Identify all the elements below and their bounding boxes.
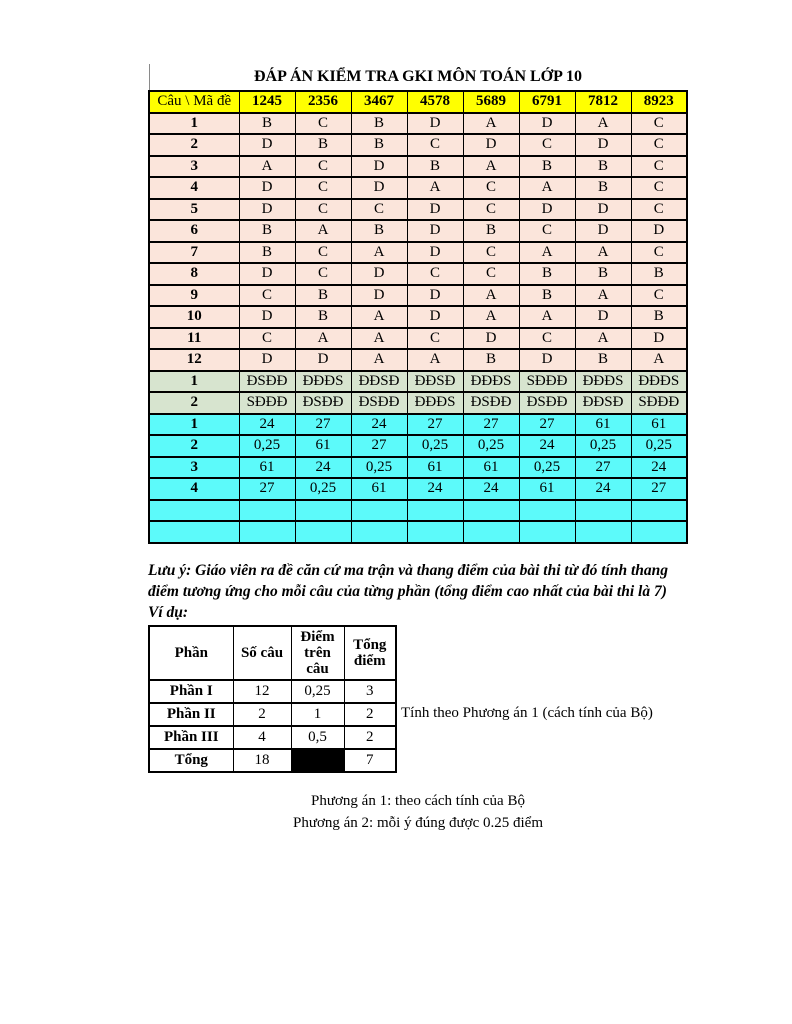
answer-cell: 61 xyxy=(407,457,463,479)
answer-cell: D xyxy=(463,328,519,350)
answer-cell: 24 xyxy=(519,435,575,457)
example-row xyxy=(149,749,396,772)
answer-cell: ĐĐSĐ xyxy=(575,392,631,414)
answer-cell: D xyxy=(631,220,687,242)
answer-cell: C xyxy=(295,199,351,221)
example-value-cell: Phần II xyxy=(149,703,233,726)
question-number-cell xyxy=(149,521,239,543)
footer-line-2: Phương án 2: mỗi ý đúng được 0.25 điểm xyxy=(292,815,544,831)
answer-cell xyxy=(351,500,407,522)
answer-cell: 27 xyxy=(631,478,687,500)
answer-cell: 24 xyxy=(239,414,295,436)
exam-code-cell: 3467 xyxy=(351,91,407,113)
answer-cell: A xyxy=(575,242,631,264)
multiple-choice-row xyxy=(149,199,687,221)
empty-row xyxy=(149,521,687,543)
answer-cell: D xyxy=(351,156,407,178)
example-value-cell: 18 xyxy=(233,749,291,772)
answer-cell: 61 xyxy=(295,435,351,457)
answer-cell: A xyxy=(407,177,463,199)
example-value-cell: Phần III xyxy=(149,726,233,749)
answer-cell xyxy=(519,521,575,543)
question-number-cell: 5 xyxy=(149,199,239,221)
corner-label-cell: Câu \ Mã đề xyxy=(149,91,239,113)
question-number-cell: 4 xyxy=(149,478,239,500)
answer-cell xyxy=(407,500,463,522)
question-number-cell xyxy=(149,500,239,522)
multiple-choice-row xyxy=(149,134,687,156)
answer-table-body xyxy=(149,91,687,543)
answer-cell: C xyxy=(631,156,687,178)
answer-cell: 61 xyxy=(519,478,575,500)
answer-cell: 0,25 xyxy=(295,478,351,500)
answer-cell: D xyxy=(575,220,631,242)
answer-cell: C xyxy=(463,242,519,264)
answer-cell: C xyxy=(407,328,463,350)
page-title: ĐÁP ÁN KIỂM TRA GKI MÔN TOÁN LỚP 10 xyxy=(149,64,686,90)
question-number-cell: 3 xyxy=(149,156,239,178)
answer-cell: 0,25 xyxy=(463,435,519,457)
answer-cell: ĐĐĐS xyxy=(295,371,351,393)
example-value-cell: 2 xyxy=(233,703,291,726)
answer-cell: ĐĐĐS xyxy=(463,371,519,393)
answer-cell: B xyxy=(631,306,687,328)
answer-cell: B xyxy=(519,263,575,285)
answer-cell: B xyxy=(463,349,519,371)
answer-cell: A xyxy=(351,306,407,328)
answer-cell: D xyxy=(239,263,295,285)
multiple-choice-row xyxy=(149,328,687,350)
answer-cell: A xyxy=(631,349,687,371)
answer-cell: ĐSĐĐ xyxy=(351,392,407,414)
answer-cell: ĐSĐĐ xyxy=(519,392,575,414)
answer-cell: B xyxy=(575,177,631,199)
answer-cell: C xyxy=(351,199,407,221)
answer-cell: D xyxy=(407,285,463,307)
question-number-cell: 1 xyxy=(149,371,239,393)
answer-cell: D xyxy=(575,306,631,328)
answer-cell: C xyxy=(631,199,687,221)
answer-cell: C xyxy=(631,134,687,156)
answer-cell: B xyxy=(463,220,519,242)
answer-cell: C xyxy=(239,328,295,350)
answer-cell: C xyxy=(295,263,351,285)
short-answer-row xyxy=(149,478,687,500)
answer-cell: SĐĐĐ xyxy=(519,371,575,393)
answer-cell: B xyxy=(351,134,407,156)
answer-cell: D xyxy=(239,199,295,221)
answer-cell xyxy=(575,521,631,543)
answer-cell: 61 xyxy=(239,457,295,479)
footer-line-1: Phương án 1: theo cách tính của Bộ xyxy=(311,793,525,809)
answer-cell: D xyxy=(631,328,687,350)
answer-cell: C xyxy=(631,113,687,135)
question-number-cell: 7 xyxy=(149,242,239,264)
short-answer-row xyxy=(149,435,687,457)
note-block xyxy=(148,560,693,623)
answer-cell: D xyxy=(519,349,575,371)
exam-code-cell: 6791 xyxy=(519,91,575,113)
answer-cell xyxy=(463,521,519,543)
answer-cell: 27 xyxy=(295,414,351,436)
example-header-cell: Số câu xyxy=(233,626,291,680)
empty-row xyxy=(149,500,687,522)
multiple-choice-row xyxy=(149,156,687,178)
example-row xyxy=(149,726,396,749)
answer-cell: D xyxy=(295,349,351,371)
answer-cell: D xyxy=(407,113,463,135)
answer-cell: 24 xyxy=(575,478,631,500)
exam-code-cell: 7812 xyxy=(575,91,631,113)
answer-cell: ĐĐĐS xyxy=(407,392,463,414)
answer-cell: C xyxy=(407,263,463,285)
answer-cell: B xyxy=(351,220,407,242)
answer-cell: B xyxy=(575,349,631,371)
answer-cell: D xyxy=(239,134,295,156)
answer-cell: A xyxy=(575,285,631,307)
answer-cell: C xyxy=(295,242,351,264)
answer-cell: 27 xyxy=(519,414,575,436)
multiple-choice-row xyxy=(149,349,687,371)
answer-cell: 24 xyxy=(463,478,519,500)
answer-cell: A xyxy=(575,113,631,135)
answer-cell: D xyxy=(407,199,463,221)
short-answer-row xyxy=(149,414,687,436)
answer-cell: C xyxy=(631,242,687,264)
answer-cell: D xyxy=(239,177,295,199)
example-value-cell: 12 xyxy=(233,680,291,703)
answer-cell: B xyxy=(239,242,295,264)
answer-cell: C xyxy=(463,199,519,221)
answer-cell: 61 xyxy=(575,414,631,436)
example-header-row xyxy=(149,626,396,680)
answer-cell: 0,25 xyxy=(519,457,575,479)
example-header-cell: Phần xyxy=(149,626,233,680)
answer-cell: C xyxy=(519,328,575,350)
answer-cell: 27 xyxy=(351,435,407,457)
answer-cell: C xyxy=(519,134,575,156)
answer-cell xyxy=(239,521,295,543)
answer-cell: SĐĐĐ xyxy=(239,392,295,414)
question-number-cell: 1 xyxy=(149,113,239,135)
question-number-cell: 4 xyxy=(149,177,239,199)
answer-cell xyxy=(239,500,295,522)
answer-cell: 0,25 xyxy=(407,435,463,457)
answer-cell: C xyxy=(463,177,519,199)
answer-cell: B xyxy=(575,263,631,285)
exam-code-header-row xyxy=(149,91,687,113)
answer-cell: A xyxy=(239,156,295,178)
answer-cell: A xyxy=(575,328,631,350)
answer-cell: A xyxy=(295,328,351,350)
example-value-cell: 0,5 xyxy=(291,726,344,749)
answer-table xyxy=(148,90,688,544)
exam-code-cell: 8923 xyxy=(631,91,687,113)
answer-cell: C xyxy=(295,156,351,178)
answer-cell: B xyxy=(631,263,687,285)
example-value-cell: 7 xyxy=(344,749,396,772)
answer-cell: A xyxy=(463,156,519,178)
answer-cell xyxy=(631,521,687,543)
answer-cell: 0,25 xyxy=(631,435,687,457)
example-value-cell: 2 xyxy=(344,703,396,726)
answer-cell xyxy=(407,521,463,543)
answer-cell: ĐĐSĐ xyxy=(351,371,407,393)
answer-cell: A xyxy=(407,349,463,371)
answer-cell: A xyxy=(351,328,407,350)
example-row xyxy=(149,703,396,726)
multiple-choice-row xyxy=(149,263,687,285)
blacked-out-cell xyxy=(291,749,344,772)
answer-cell: B xyxy=(519,156,575,178)
answer-cell: C xyxy=(295,113,351,135)
answer-cell: 27 xyxy=(463,414,519,436)
answer-cell: 0,25 xyxy=(239,435,295,457)
example-value-cell: 0,25 xyxy=(291,680,344,703)
answer-cell: D xyxy=(407,306,463,328)
answer-cell: A xyxy=(463,285,519,307)
example-value-cell: Tổng xyxy=(149,749,233,772)
answer-cell: A xyxy=(351,349,407,371)
answer-cell: D xyxy=(575,199,631,221)
exam-code-cell: 5689 xyxy=(463,91,519,113)
answer-cell xyxy=(631,500,687,522)
answer-cell: 24 xyxy=(351,414,407,436)
answer-cell: 27 xyxy=(575,457,631,479)
answer-cell: C xyxy=(631,177,687,199)
answer-cell: D xyxy=(351,285,407,307)
example-label: Ví dụ: xyxy=(148,604,189,621)
answer-cell xyxy=(519,500,575,522)
answer-cell: A xyxy=(519,177,575,199)
footer-block xyxy=(148,790,688,834)
short-answer-row xyxy=(149,457,687,479)
exam-code-cell: 4578 xyxy=(407,91,463,113)
answer-cell: D xyxy=(407,242,463,264)
answer-cell: C xyxy=(631,285,687,307)
answer-cell: D xyxy=(407,220,463,242)
exam-code-cell: 2356 xyxy=(295,91,351,113)
answer-cell: ĐSĐĐ xyxy=(295,392,351,414)
answer-cell: B xyxy=(407,156,463,178)
answer-cell xyxy=(575,500,631,522)
example-value-cell: Phần I xyxy=(149,680,233,703)
answer-cell: 61 xyxy=(351,478,407,500)
answer-cell: 61 xyxy=(631,414,687,436)
answer-cell: 27 xyxy=(407,414,463,436)
question-number-cell: 10 xyxy=(149,306,239,328)
answer-cell: B xyxy=(239,220,295,242)
answer-cell: ĐĐĐS xyxy=(631,371,687,393)
answer-cell: ĐĐSĐ xyxy=(407,371,463,393)
answer-cell: C xyxy=(519,220,575,242)
answer-cell: C xyxy=(407,134,463,156)
answer-cell: D xyxy=(239,306,295,328)
question-number-cell: 2 xyxy=(149,134,239,156)
note-text: Lưu ý: Giáo viên ra đề căn cứ ma trận và thang điểm của bài thi từ đó tính thang điểm tương ứng cho mỗi câu của từng phần (tổng điểm cao nhất của bài thi là 7) xyxy=(148,562,669,600)
answer-cell: B xyxy=(351,113,407,135)
question-number-cell: 6 xyxy=(149,220,239,242)
answer-cell: B xyxy=(239,113,295,135)
answer-cell: 0,25 xyxy=(575,435,631,457)
question-number-cell: 2 xyxy=(149,392,239,414)
multiple-choice-row xyxy=(149,242,687,264)
answer-cell xyxy=(351,521,407,543)
example-table xyxy=(148,625,397,773)
question-number-cell: 2 xyxy=(149,435,239,457)
answer-cell: D xyxy=(575,134,631,156)
answer-cell: ĐSĐĐ xyxy=(463,392,519,414)
answer-cell: A xyxy=(351,242,407,264)
example-value-cell: 2 xyxy=(344,726,396,749)
answer-cell: C xyxy=(295,177,351,199)
example-value-cell: 3 xyxy=(344,680,396,703)
answer-cell: B xyxy=(575,156,631,178)
exam-code-cell: 1245 xyxy=(239,91,295,113)
answer-cell: C xyxy=(239,285,295,307)
answer-cell: B xyxy=(295,306,351,328)
answer-cell: D xyxy=(463,134,519,156)
example-row xyxy=(149,680,396,703)
multiple-choice-row xyxy=(149,220,687,242)
answer-cell: B xyxy=(295,134,351,156)
answer-cell: D xyxy=(351,177,407,199)
side-note: Tính theo Phương án 1 (cách tính của Bộ) xyxy=(401,705,653,721)
answer-cell: A xyxy=(519,306,575,328)
answer-cell: 0,25 xyxy=(351,457,407,479)
answer-cell: A xyxy=(519,242,575,264)
answer-cell: B xyxy=(295,285,351,307)
answer-cell: B xyxy=(519,285,575,307)
example-header-cell: Tổng điểm xyxy=(344,626,396,680)
answer-cell: D xyxy=(519,113,575,135)
answer-cell: D xyxy=(239,349,295,371)
answer-cell: A xyxy=(295,220,351,242)
question-number-cell: 3 xyxy=(149,457,239,479)
question-number-cell: 9 xyxy=(149,285,239,307)
answer-cell: 27 xyxy=(239,478,295,500)
answer-cell: A xyxy=(463,306,519,328)
multiple-choice-row xyxy=(149,306,687,328)
answer-cell: 24 xyxy=(295,457,351,479)
multiple-choice-row xyxy=(149,113,687,135)
example-value-cell: 4 xyxy=(233,726,291,749)
example-header-cell: Điểm trên câu xyxy=(291,626,344,680)
answer-cell: A xyxy=(463,113,519,135)
question-number-cell: 8 xyxy=(149,263,239,285)
answer-cell: ĐSĐĐ xyxy=(239,371,295,393)
true-false-row xyxy=(149,371,687,393)
answer-cell: 24 xyxy=(631,457,687,479)
answer-cell xyxy=(295,500,351,522)
answer-cell: D xyxy=(519,199,575,221)
question-number-cell: 12 xyxy=(149,349,239,371)
answer-cell: 61 xyxy=(463,457,519,479)
answer-cell: ĐĐĐS xyxy=(575,371,631,393)
answer-cell: 24 xyxy=(407,478,463,500)
example-table-body xyxy=(149,626,396,772)
answer-cell xyxy=(295,521,351,543)
answer-cell xyxy=(463,500,519,522)
question-number-cell: 11 xyxy=(149,328,239,350)
true-false-row xyxy=(149,392,687,414)
answer-cell: C xyxy=(463,263,519,285)
example-value-cell: 1 xyxy=(291,703,344,726)
answer-cell: SĐĐĐ xyxy=(631,392,687,414)
question-number-cell: 1 xyxy=(149,414,239,436)
multiple-choice-row xyxy=(149,177,687,199)
multiple-choice-row xyxy=(149,285,687,307)
answer-cell: D xyxy=(351,263,407,285)
